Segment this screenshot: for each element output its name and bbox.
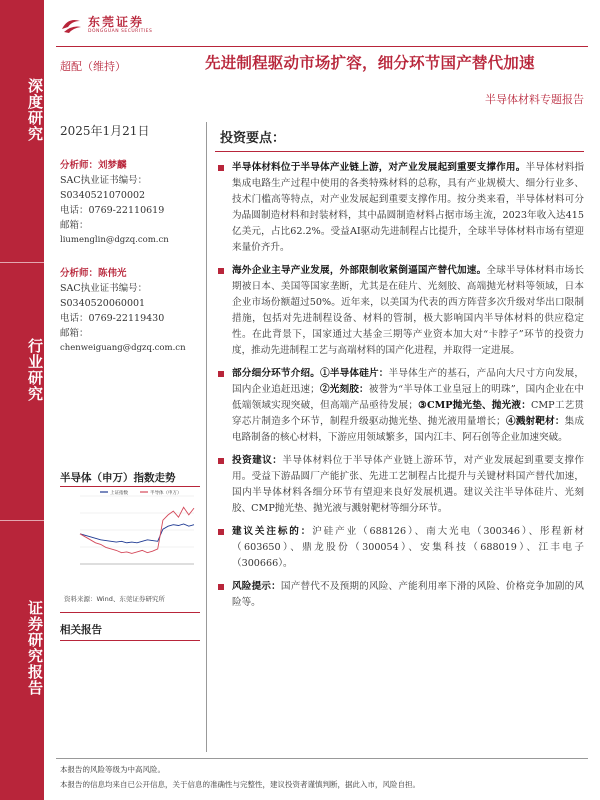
logo-name: 东莞证券 [88,15,145,29]
key-point-lead: 半导体材料位于半导体产业链上游，对产业发展起到重要支撑作用。 [232,162,526,173]
segment-text: 半导体生产的基石，产品向大尺寸方向发展，国内企业追赶迅速； [232,368,585,395]
sidebar [0,0,44,800]
company-logo [60,10,152,40]
key-point-lead: 建议关注标的： [232,526,313,537]
chart-title: 半导体（申万）指数走势 [60,472,176,484]
analyst-email-label: 邮箱： [60,220,89,231]
key-points-rule [215,151,584,152]
key-point-item [218,263,584,359]
analyst-cert-label: SAC执业证书编号： [60,175,148,186]
key-point-body: 国产替代不及预期的风险、产能利用率下滑的风险、价格竞争加剧的风险等。 [232,581,585,608]
segment-label: ③CMP抛光垫、抛光液： [417,400,531,411]
segment-label: ①半导体硅片： [320,368,389,379]
index-trend-chart [64,488,200,588]
segment-text: 集成电路制备的核心材料，下游应用领域繁多，国内江丰、阿石创等企业加速突破。 [232,416,585,443]
report-date: 2025年1月21日 [60,124,150,138]
sidebar-divider [0,262,44,263]
bullet-square-icon [218,458,224,464]
analyst-card [60,266,200,356]
sidebar-label-deep-research: 深度研究 [26,78,44,142]
segment-label: ②光刻胶： [319,384,369,395]
key-points-title: 投资要点： [220,131,286,146]
key-point-body: 半导体材料指集成电路生产过程中使用的各类特殊材料的总称，具有产业规模大、细分行业多、技术门槛高等特点，对产业发展起到重要支撑作用。按分类来看，半导体材料可分为晶圆制造材料和封装材料，其中晶圆制造材料占据市场主流，2023年收入达415亿美元，占比62.2%。受益AI驱动先进制程占比提升，全球半导体材料市场有望迎来量价齐升。 [232,162,585,253]
analyst-cert-no: S0340520060001 [60,298,146,309]
chart-source: 资料来源：Wind、东莞证券研究所 [64,595,165,603]
logo-mark-icon [60,15,82,35]
analyst-cert-label: SAC执业证书编号： [60,283,148,294]
bullet-square-icon [218,529,224,535]
sidebar-label-industry-research: 行业研究 [26,338,44,402]
chart-series-line [80,524,194,543]
related-rule [60,640,200,641]
analyst-phone: 电话：0769-22119430 [60,313,165,324]
key-point-lead: 风险提示： [232,581,281,592]
key-point-item [218,579,584,611]
segment-text: CMP工艺贯穿芯片制造多个环节，制程升级驱动抛光垫、抛光液用量增长； [232,400,585,427]
chart-rule [60,486,200,487]
sidebar-divider [0,520,44,521]
bullet-square-icon [218,584,224,590]
analyst-card [60,158,200,248]
key-point-body: 全球半导体材料市场长期被日本、美国等国家垄断，尤其是在硅片、光刻胶、高端抛光材料等领域，日本企业市场份额超过50%。近年来，以美国为代表的西方阵营多次升级对华出口限制措施，包括对先进制程设备、材料的管制，极大影响国内半导体材料的供应稳定性。在此背景下，国家通过大基金三期等产业资本加大对“卡脖子”环节的投资力度，推动先进制程工艺与高端材料的国产化进程，并取得一定进展。 [232,265,585,356]
key-point-lead: 部分细分环节介绍。 [232,368,321,379]
analyst-cert-no: S0340521070002 [60,190,146,201]
bullet-square-icon [218,268,224,274]
bullet-square-icon [218,165,224,171]
analyst-email-label: 邮箱： [60,328,89,339]
segment-label: ④溅射靶材： [505,416,565,427]
analyst-email[interactable]: liumenglin@dgzq.com.cn [60,235,169,245]
key-point-lead: 海外企业主导产业发展，外部限制收紧倒逼国产替代加速。 [232,265,487,276]
column-divider [206,122,207,752]
legend-label: 上证指数 [110,491,128,496]
footer-rule [56,758,588,759]
logo-name-en: DONGGUAN SECURITIES [88,29,153,34]
key-point-body: 沪硅产业（688126）、南大光电（300346）、彤程新材（603650）、鼎龙股份（300054）、安集科技（688019）、江丰电子（300666）。 [232,526,584,569]
related-reports-title: 相关报告 [60,624,102,636]
key-point-item [218,160,584,256]
header-rule [56,46,588,47]
key-point-lead: 投资建议： [232,455,283,466]
key-point-body: 半导体材料位于半导体产业链上游环节，对产业发展起到重要支撑作用。受益下游晶圆厂产能扩张、先进工艺制程占比提升与关键材料国产替代加速，国内半导体材料各细分环节有望迎来良好发展机遇。建议关注半导体硅片、光刻胶、CMP抛光垫、抛光液与溅射靶材等细分环节。 [232,455,585,514]
key-point-item [218,453,584,517]
chart-rule [60,612,200,613]
analyst-name: 分析师：刘梦麟 [60,160,127,171]
key-point-item [218,366,584,446]
report-subtitle: 半导体材料专题报告 [485,93,584,106]
analyst-name: 分析师：陈伟光 [60,268,127,279]
bullet-square-icon [218,371,224,377]
rating: 超配（维持） [60,60,126,73]
legend-label: 半导体（申万） [150,491,182,496]
analyst-phone: 电话：0769-22110619 [60,205,165,216]
key-points-list [218,160,584,618]
footer-risk-level: 本报告的风险等级为中高风险。 [60,765,165,774]
sidebar-label-securities-report: 证券研究报告 [26,600,44,696]
report-title: 先进制程驱动市场扩容，细分环节国产替代加速 [205,53,535,72]
segment-text: 被誉为“半导体工业皇冠上的明珠”，国内企业在中低端领域实现突破，但高端产品亟待发展； [232,384,585,411]
analyst-email[interactable]: chenweiguang@dgzq.com.cn [60,343,186,353]
key-point-item [218,524,584,572]
footer-disclaimer: 本报告的信息均来自已公开信息，关于信息的准确性与完整性，建议投资者谨慎判断，据此入市，风险自担。 [60,780,420,789]
chart-series-line [80,507,194,553]
